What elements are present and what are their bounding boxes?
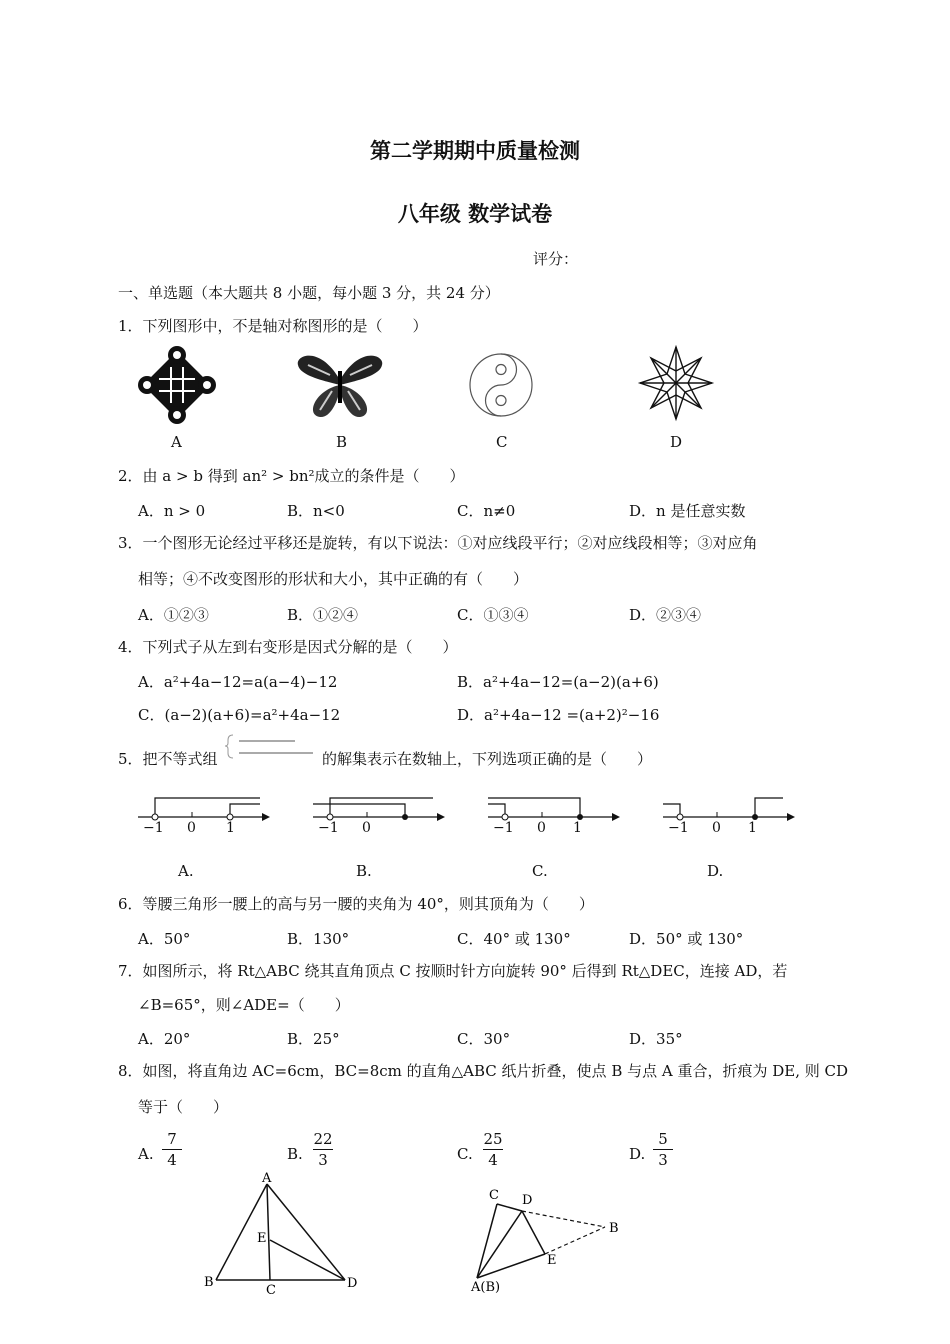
q8-option-a-fraction [162, 1130, 182, 1169]
q1-label-b: B [336, 433, 348, 451]
tick-label-a-0: 0 [187, 820, 196, 836]
q7-option-a: A．20° [138, 1030, 191, 1048]
denominator: 3 [658, 1151, 668, 1169]
q3-option-a: A．①②③ [138, 606, 209, 624]
denominator: 4 [488, 1151, 498, 1169]
number-line-c [488, 798, 620, 821]
tick-label-b-0: 0 [362, 820, 371, 836]
q5-option-c: C. [532, 862, 548, 880]
q1-images [130, 345, 750, 425]
q2-option-a: A．n > 0 [138, 502, 206, 520]
q3-option-b: B．①②④ [287, 606, 359, 624]
tick-label-c-neg1: −1 [493, 820, 514, 836]
fig2-label-ab: A(B) [471, 1280, 501, 1295]
question-7-line1: 7．如图所示，将 Rt△ABC 绕其直角顶点 C 按顺时针方向旋转 90° 后得到 Rt△DEC，连接 AD，若 [118, 962, 788, 980]
q8-option-c-fraction [483, 1130, 503, 1169]
question-3-line2: 相等；④不改变图形的形状和大小，其中正确的有（ ） [138, 570, 529, 588]
question-3-line1: 3．一个图形无论经过平移还是旋转，有以下说法：①对应线段平行；②对应线段相等；③对应角 [118, 534, 758, 552]
numerator: 7 [167, 1130, 177, 1148]
section-heading: 一、单选题（本大题共 8 小题，每小题 3 分，共 24 分） [118, 284, 500, 302]
q4-option-c: C．(a−2)(a+6)=a²+4a−12 [138, 706, 341, 724]
number-line-b [313, 798, 445, 821]
tick-label-c-0: 0 [537, 820, 546, 836]
tick-label-b-neg1: −1 [318, 820, 339, 836]
q2-option-c: C．n≠0 [457, 502, 516, 520]
numerator: 22 [313, 1130, 333, 1148]
question-6: 6．等腰三角形一腰上的高与另一腰的夹角为 40°，则其顶角为（ ） [118, 895, 594, 913]
q8-option-b-letter: B. [287, 1145, 303, 1163]
tick-label-a-1: 1 [226, 820, 235, 836]
q6-option-b: B．130° [287, 930, 350, 948]
q7-option-d: D．35° [629, 1030, 683, 1048]
q4-option-b: B．a²+4a−12=(a−2)(a+6) [457, 673, 659, 691]
question-2: 2．由 a > b 得到 an² > bn²成立的条件是（ ） [118, 467, 465, 485]
fig1-label-a: A [262, 1171, 272, 1186]
question-8-line2: 等于（ ） [138, 1098, 229, 1116]
tick-label-d-1: 1 [748, 820, 757, 836]
q2-option-b: B．n<0 [287, 502, 345, 520]
q6-option-c: C．40° 或 130° [457, 930, 571, 948]
fig2-label-d: D [522, 1193, 533, 1208]
fig1-label-b: B [204, 1275, 214, 1290]
fig1-label-d: D [347, 1276, 358, 1291]
numerator: 25 [483, 1130, 503, 1148]
q5-option-a: A. [178, 862, 194, 880]
fig2-label-e: E [547, 1253, 557, 1268]
q5-option-d: D. [707, 862, 724, 880]
question-5-before: 5．把不等式组 [118, 750, 218, 768]
tick-label-a-neg1: −1 [143, 820, 164, 836]
denominator: 4 [167, 1151, 177, 1169]
fig1-label-c: C [266, 1283, 276, 1298]
number-line-a [138, 798, 270, 821]
q4-option-a: A．a²+4a−12=a(a−4)−12 [138, 673, 338, 691]
butterfly-image [298, 356, 382, 417]
tick-label-d-neg1: −1 [668, 820, 689, 836]
q8-option-c-letter: C. [457, 1145, 473, 1163]
question-1: 1．下列图形中，不是轴对称图形的是（ ） [118, 317, 428, 335]
question-5-after: 的解集表示在数轴上，下列选项正确的是（ ） [322, 750, 653, 768]
fig1-label-e: E [257, 1231, 267, 1246]
q7-option-b: B．25° [287, 1030, 340, 1048]
fig2-label-c: C [489, 1188, 499, 1203]
q3-option-c: C．①③④ [457, 606, 529, 624]
q1-label-a: A [171, 433, 182, 451]
title-sub: 八年级 数学试卷 [397, 201, 553, 226]
q1-label-d: D [670, 433, 683, 451]
score-label: 评分： [533, 250, 579, 268]
title-main: 第二学期期中质量检测 [370, 138, 580, 163]
q3-option-d: D．②③④ [629, 606, 702, 624]
star-polygon-image [640, 347, 712, 419]
q8-option-d-fraction [653, 1130, 673, 1169]
q5-option-b: B. [356, 862, 372, 880]
question-8-line1: 8．如图，将直角边 AC=6cm，BC=8cm 的直角△ABC 纸片折叠，使点 B 与点 A 重合，折痕为 DE, 则 CD [118, 1062, 849, 1080]
q8-option-b-fraction [313, 1130, 333, 1169]
q6-option-a: A．50° [138, 930, 191, 948]
q7-option-c: C．30° [457, 1030, 511, 1048]
numerator: 5 [658, 1130, 668, 1148]
denominator: 3 [318, 1151, 328, 1169]
inequality-system-image [225, 733, 320, 759]
yin-yang-image [470, 354, 532, 416]
q2-option-d: D．n 是任意实数 [629, 502, 746, 520]
tick-label-d-0: 0 [712, 820, 721, 836]
q1-label-c: C [496, 433, 508, 451]
q8-option-d-letter: D. [629, 1145, 646, 1163]
fig2-label-b: B [609, 1221, 619, 1236]
question-7-line2: ∠B=65°，则∠ADE=（ ） [138, 996, 350, 1014]
chinese-knot-image [138, 346, 216, 424]
q8-option-a-letter: A. [138, 1145, 154, 1163]
figure-rotation-triangles [200, 1168, 370, 1298]
number-line-d [663, 798, 795, 821]
q6-option-d: D．50° 或 130° [629, 930, 744, 948]
figure-folded-triangle [465, 1183, 635, 1303]
q4-option-d: D．a²+4a−12 =(a+2)²−16 [457, 706, 660, 724]
tick-label-c-1: 1 [573, 820, 582, 836]
question-4: 4．下列式子从左到右变形是因式分解的是（ ） [118, 638, 458, 656]
